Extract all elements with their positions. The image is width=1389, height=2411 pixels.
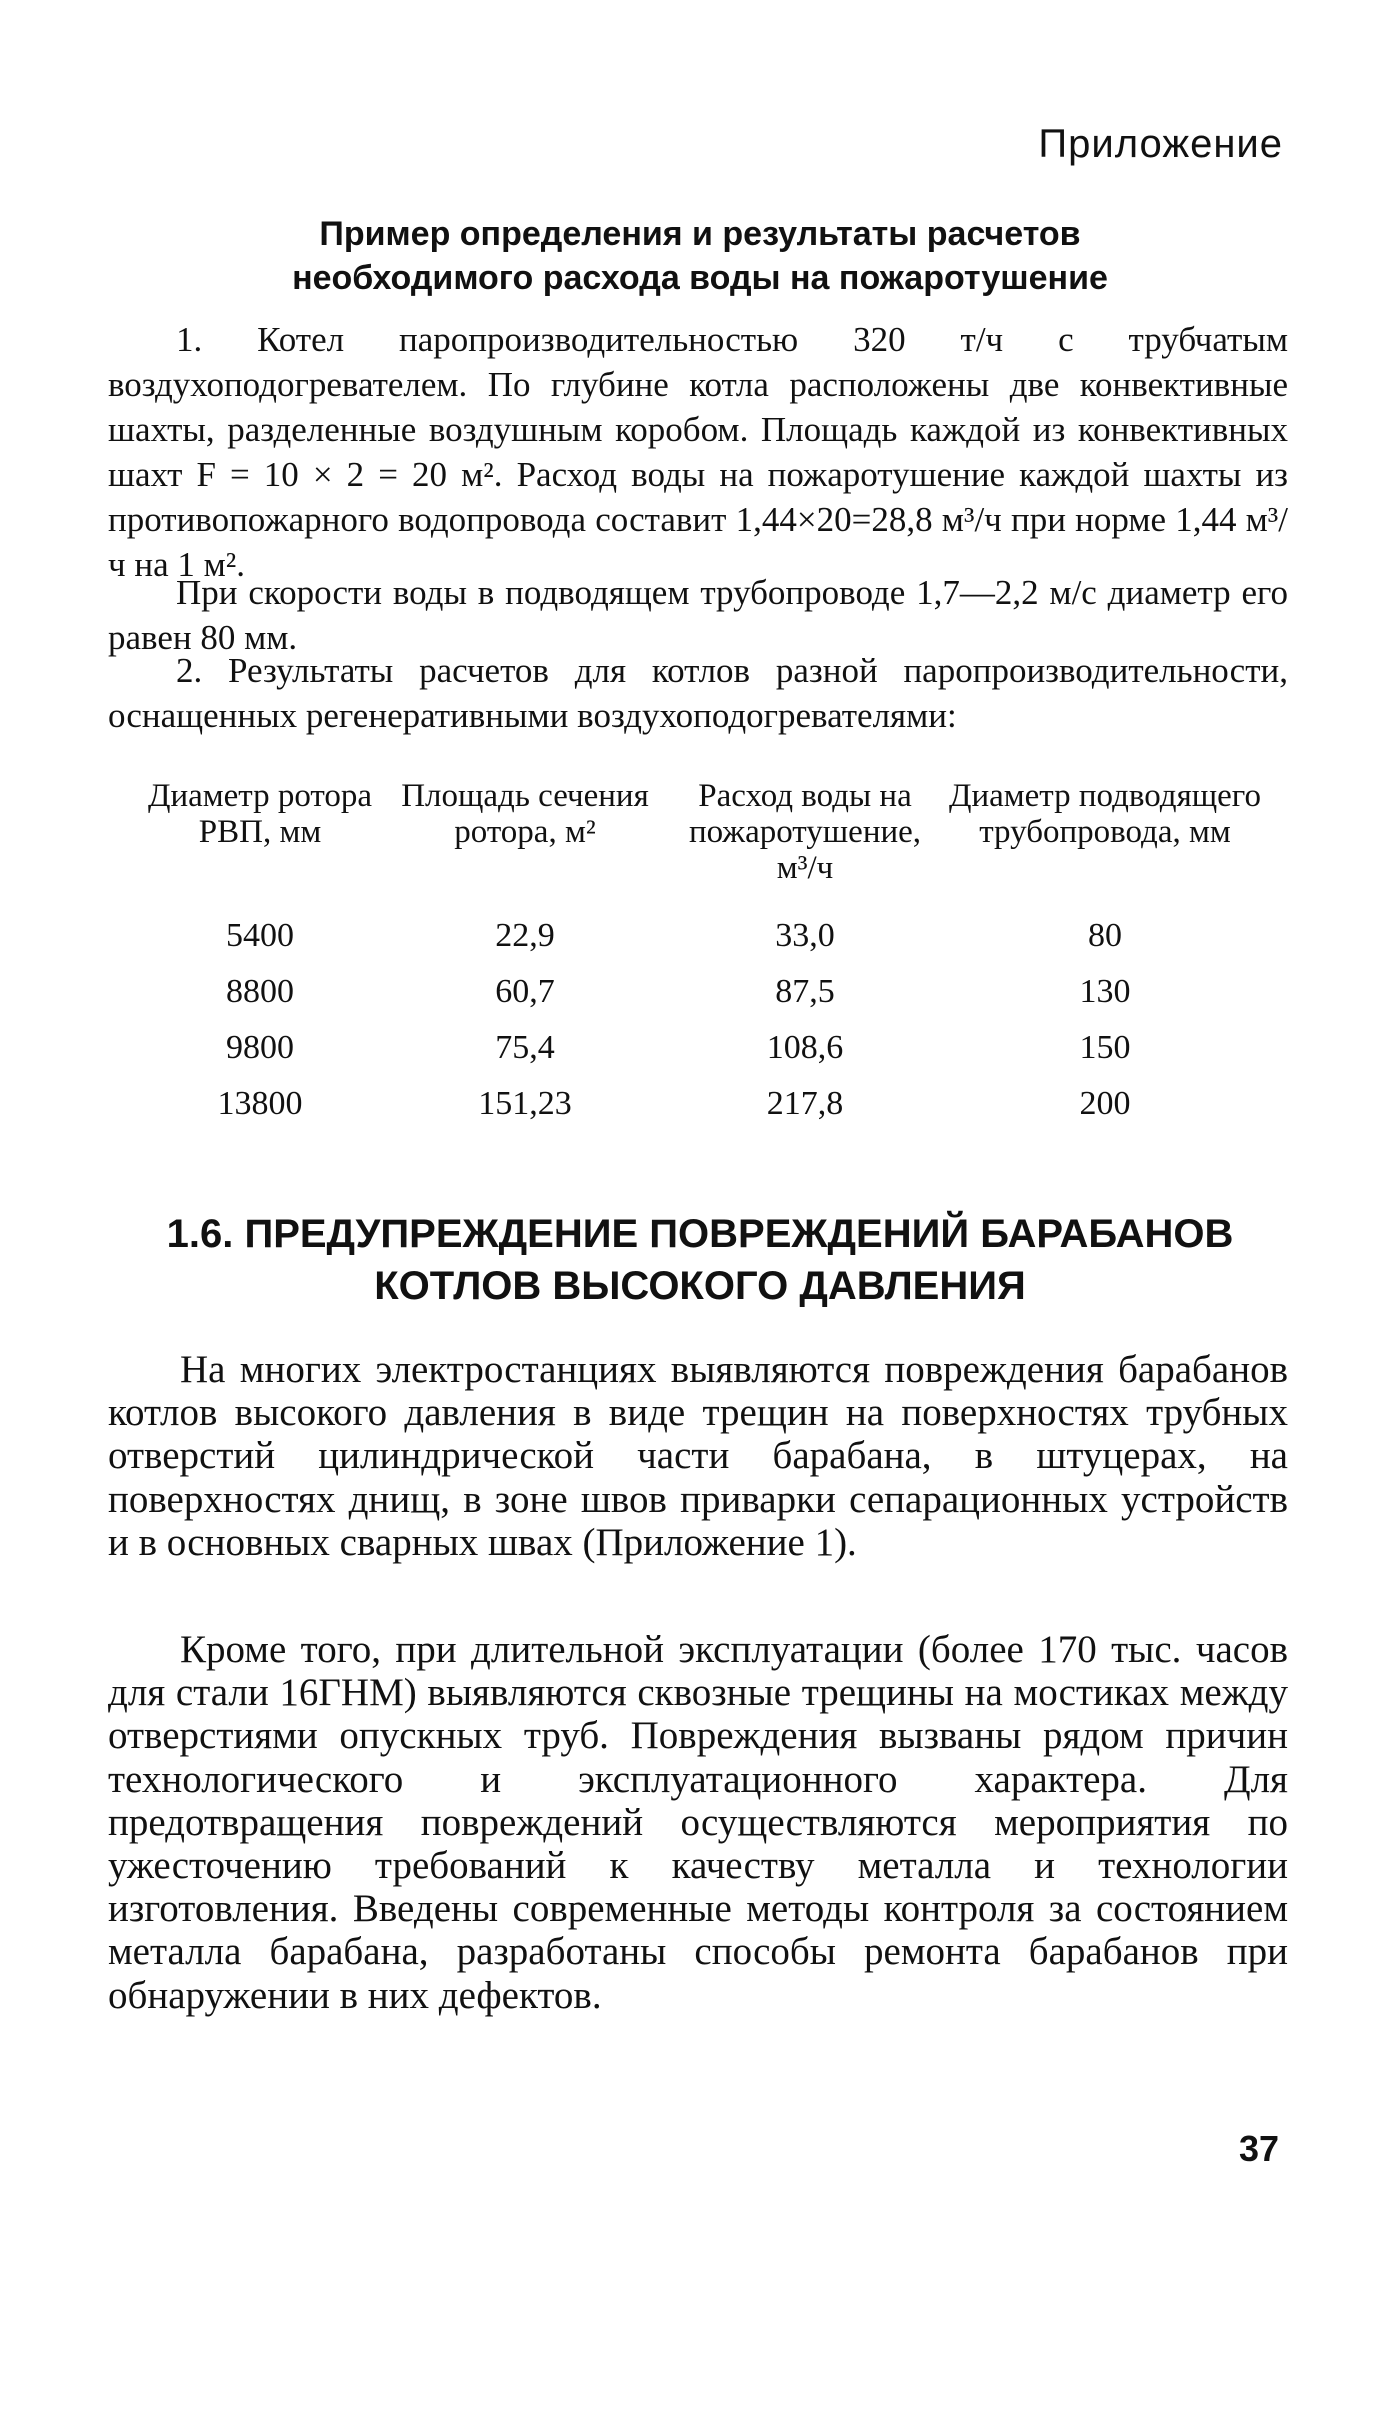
appendix-title-line-1: Пример определения и результаты расчетов: [319, 215, 1081, 253]
appendix-paragraph-3: 2. Результаты расчетов для котлов разной паропроизводительности, оснащенных регенеративными воздухоподогревателями:: [108, 651, 1288, 735]
section-heading: [100, 1208, 1300, 1312]
appendix-paragraph-2: При скорости воды в подводящем трубопроводе 1,7—2,2 м/с диаметр его равен 80 мм.: [108, 573, 1288, 657]
appendix-title-line-2: необходимого расхода воды на пожаротушение: [292, 259, 1108, 297]
table-cell: 217,8: [766, 1085, 844, 1122]
section-paragraph-2: Кроме того, при длительной эксплуатации (более 170 тыс. часов для стали 16ГНМ) выявляются сквозные трещины на мостиках между отверстиями опускных труб. Повреждения вызваны рядом причин технологического и эксплуатационного характера. Для предотвращения повреждений осуществляются мероприятия по ужесточению требований к качеству металла и технологии изготовления. Введены современные методы контроля за состоянием металла барабана, разработаны способы ремонта барабанов при обнаружении в них дефектов.: [108, 1628, 1288, 2017]
table-row: [140, 1076, 1270, 1132]
appendix-label: Приложение: [1038, 122, 1283, 166]
table-cell: 75,4: [495, 1029, 555, 1066]
table-cell: 22,9: [495, 917, 555, 954]
table-row: [140, 964, 1270, 1020]
appendix-paragraph-1: 1. Котел паропроизводительностью 320 т/ч с трубчатым воздухоподогревателем. По глубине котла расположены две конвективные шахты, разделенные воздушным коробом. Площадь каждой из конвективных шахт F = 10 × 2 = 20 м². Расход воды на пожаротушение каждой шахты из противопожарного водопровода составит 1,44×20=28,8 м³/ч при норме 1,44 м³/ч на 1 м².: [108, 320, 1288, 584]
header-pipe-diameter: Диаметр подводящего трубопровода, мм: [948, 778, 1262, 850]
table-cell: 151,23: [478, 1085, 572, 1122]
table-cell: 60,7: [495, 973, 555, 1010]
section-paragraph-1: На многих электростанциях выявляются повреждения барабанов котлов высокого давления в виде трещин на поверхностях трубных отверстий цилиндрической части барабана, в штуцерах, на поверхностях днищ, в зоне швов приварки сепарационных устройств и в основных сварных швах (Приложение 1).: [108, 1348, 1288, 1564]
table-cell: 200: [1079, 1085, 1131, 1122]
table-row: [140, 1020, 1270, 1076]
section-heading-line-2: КОТЛОВ ВЫСОКОГО ДАВЛЕНИЯ: [374, 1264, 1026, 1308]
table-cell: 80: [1088, 917, 1122, 954]
header-rotor-diameter: Диаметр ротора РВП, мм: [147, 778, 373, 850]
table-cell: 108,6: [766, 1029, 844, 1066]
header-rotor-section-area: Площадь сечения ротора, м²: [401, 778, 649, 850]
table-row: [140, 908, 1270, 964]
table-header-row: [140, 778, 1270, 908]
table-cell: 150: [1079, 1029, 1131, 1066]
table-cell: 13800: [217, 1085, 303, 1122]
section-heading-line-1: 1.6. ПРЕДУПРЕЖДЕНИЕ ПОВРЕЖДЕНИЙ БАРАБАНОВ: [166, 1212, 1234, 1256]
table-cell: 5400: [226, 917, 294, 954]
appendix-title: [120, 212, 1280, 300]
table-cell: 87,5: [775, 973, 835, 1010]
table-cell: 130: [1079, 973, 1131, 1010]
calculation-results-table: [140, 778, 1270, 1132]
table-cell: 8800: [226, 973, 294, 1010]
table-cell: 33,0: [775, 917, 835, 954]
page-number: 37: [1238, 2128, 1279, 2169]
header-water-flow: Расход воды на пожаротушение, м³/ч: [688, 778, 922, 886]
table-cell: 9800: [226, 1029, 294, 1066]
